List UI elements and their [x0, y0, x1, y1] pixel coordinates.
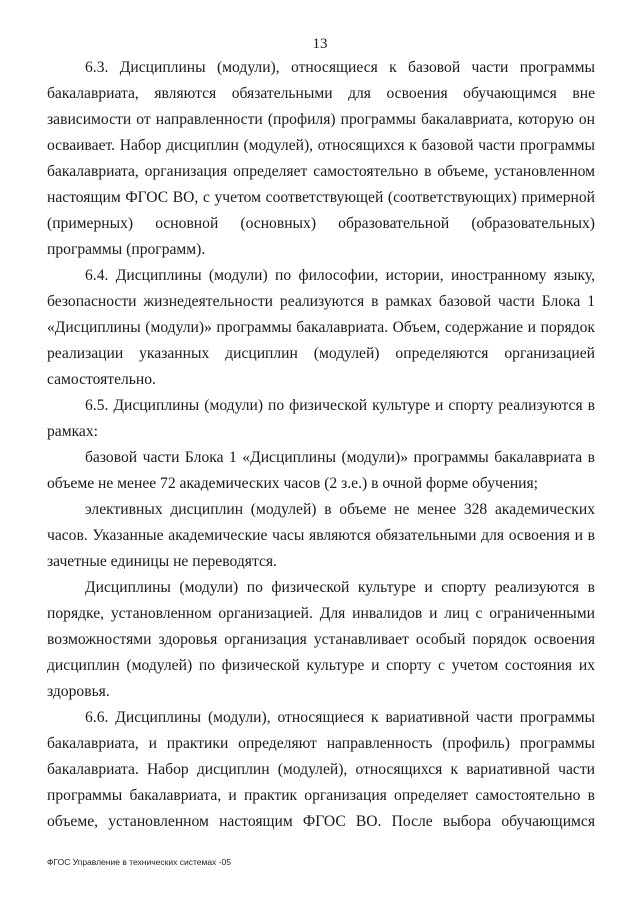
paragraph-elective: элективных дисциплин (модулей) в объеме не менее 328 академических часов. Указанные академические часы являются обязательными для освоения и в зачетные единицы не переводятся. — [47, 501, 595, 570]
paragraph-6-4: 6.4. Дисциплины (модули) по философии, истории, иностранному языку, безопасности жизнедеятельности реализуются в рамках базовой части Блока 1 «Дисциплины (модули)» программы бакалавриата. Объем, содержание и порядок реализации указанных дисциплин (модулей) определяются организацией самостоятельно. — [47, 267, 595, 388]
page-number: 13 — [312, 36, 328, 52]
paragraph-base-part: базовой части Блока 1 «Дисциплины (модули)» программы бакалавриата в объеме не менее 72 академических часов (2 з.е.) в очной форме обучения; — [47, 449, 595, 492]
paragraph-6-5: 6.5. Дисциплины (модули) по физической культуре и спорту реализуются в рамках: — [47, 397, 595, 440]
paragraph-6-6: 6.6. Дисциплины (модули), относящиеся к вариативной части программы бакалавриата, и практики определяют направленность (профиль) программы бакалавриата. Набор дисциплин (модулей), относящихся к вариативной части программы бакалавриата, и практик организация определяет самостоятельно в объеме, установленном настоящим ФГОС ВО. После выбора обучающимся — [47, 709, 595, 830]
paragraph-6-3: 6.3. Дисциплины (модули), относящиеся к базовой части программы бакалавриата, являются обязательными для освоения обучающимся вне зависимости от направленности (профиля) программы бакалавриата, которую он осваивает. Набор дисциплин (модулей), относящихся к базовой части программы бакалавриата, организация определяет самостоятельно в объеме, установленном настоящим ФГОС ВО, с учетом соответствующей (соответствующих) примерной (примерных) основной (основных) образовательной (образовательных) программы (программ). — [47, 59, 595, 258]
paragraph-pe-order: Дисциплины (модули) по физической культуре и спорту реализуются в порядке, установленном организацией. Для инвалидов и лиц с ограниченными возможностями здоровья организация устанавливает особый порядок освоения дисциплин (модулей) по физической культуре и спорту с учетом состояния их здоровья. — [47, 579, 595, 700]
document-body — [47, 55, 595, 835]
page-footer: ФГОС Управление в технических системах -05 — [47, 857, 231, 867]
